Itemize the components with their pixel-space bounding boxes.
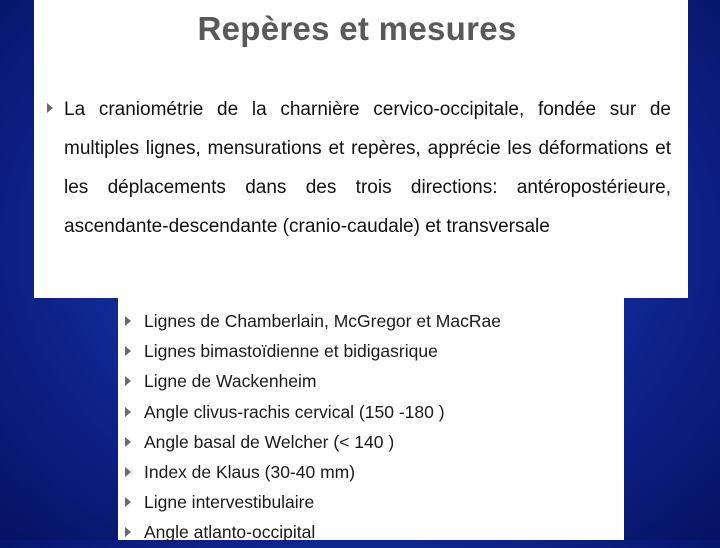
- list-item: [118, 457, 624, 487]
- triangle-bullet-icon: [125, 437, 131, 447]
- intro-paragraph: La craniométrie de la charnière cervico-occipitale, fondée sur de multiples lignes, mensurations et repères, apprécie les déformations et les déplacements dans des trois directions: antéropostérieure, ascendante-descendante (cranio-caudale) et transversale: [64, 99, 671, 237]
- list-item-label: Angle basal de Welcher (< 140 ): [144, 431, 395, 452]
- triangle-bullet-icon: [125, 316, 131, 326]
- list-item-label: Ligne de Wackenheim: [144, 371, 317, 392]
- list-item: [118, 487, 624, 517]
- measures-list: [118, 306, 624, 548]
- list-item-label: Angle clivus-rachis cervical (150 -180 ): [144, 401, 445, 422]
- list-item: [118, 397, 624, 427]
- triangle-bullet-icon: [125, 407, 131, 417]
- list-item: [118, 336, 624, 366]
- slide-title: Repères et mesures: [197, 10, 517, 47]
- list-item-label: Index de Klaus (30-40 mm): [144, 461, 356, 482]
- list-item: [118, 517, 624, 547]
- triangle-bullet-icon: [125, 497, 131, 507]
- measures-panel: [118, 298, 624, 543]
- list-item-label: Angle atlanto-occipital: [144, 522, 316, 543]
- triangle-bullet-icon: [47, 103, 53, 113]
- triangle-bullet-icon: [125, 376, 131, 386]
- triangle-bullet-icon: [125, 346, 131, 356]
- triangle-bullet-icon: [125, 527, 131, 537]
- list-item: [118, 306, 624, 336]
- list-item-label: Lignes bimastoïdienne et bidigasrique: [144, 341, 438, 362]
- list-item: [118, 427, 624, 457]
- list-item: [118, 366, 624, 396]
- list-item-label: Lignes de Chamberlain, McGregor et MacRae: [144, 311, 501, 331]
- list-item-label: Ligne intervestibulaire: [144, 492, 315, 513]
- triangle-bullet-icon: [125, 467, 131, 477]
